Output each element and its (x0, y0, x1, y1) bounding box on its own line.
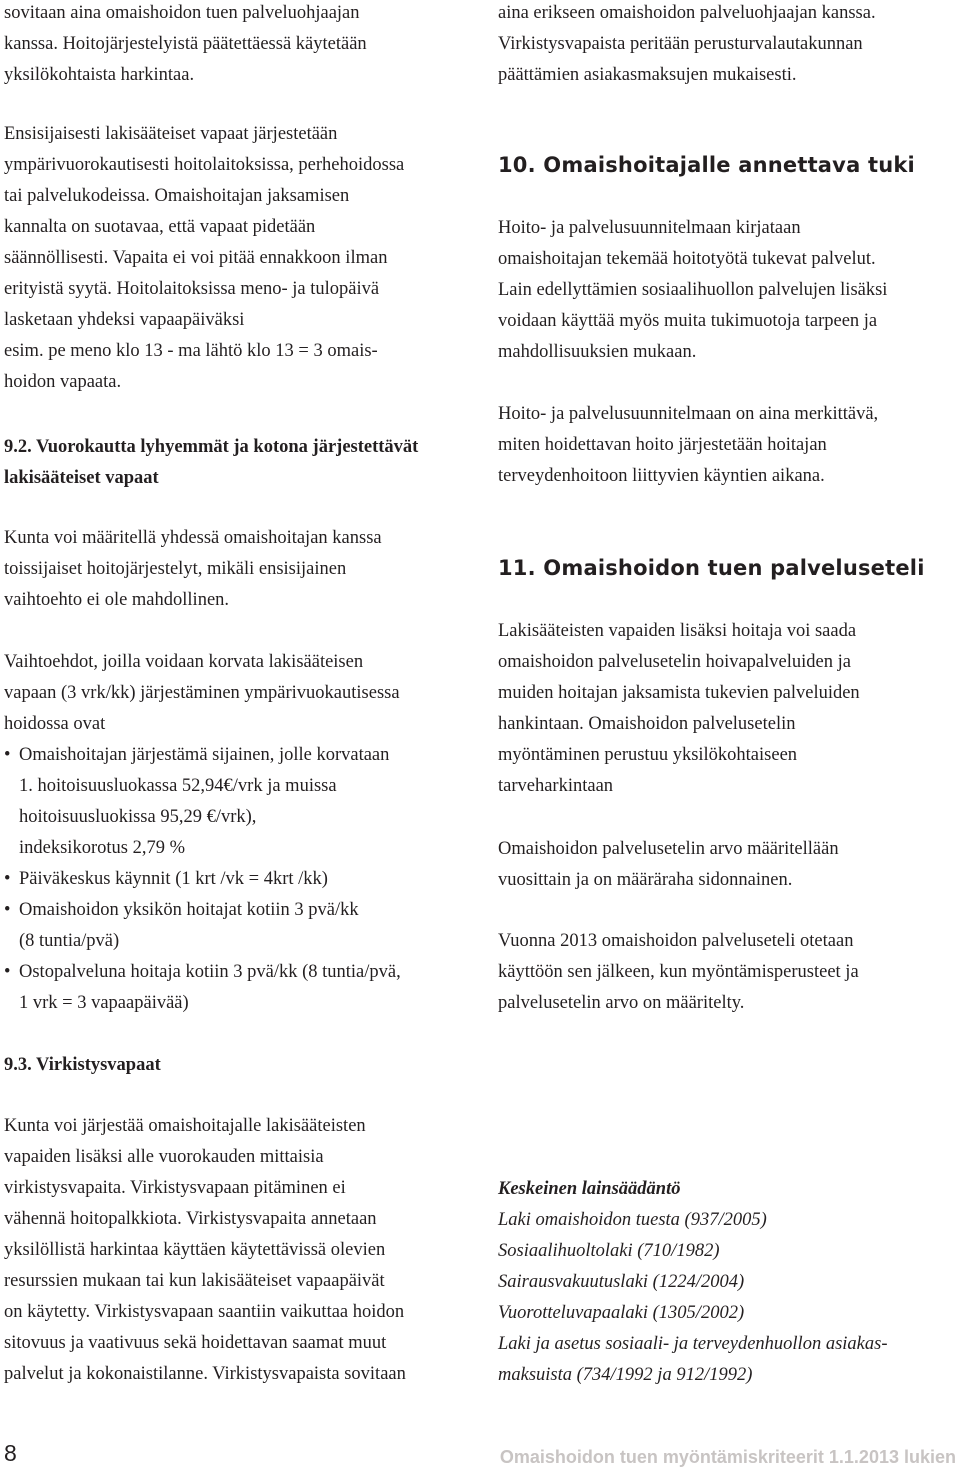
running-footer-title: Omaishoidon tuen myöntämiskriteerit 1.1.2013 lukien (499, 1447, 956, 1467)
text-line: mahdollisuuksien mukaan. (498, 342, 697, 362)
text-line: aina erikseen omaishoidon palveluohjaajan kanssa. (498, 3, 876, 23)
law-item: Sosiaalihuoltolaki (710/1982) (498, 1241, 720, 1261)
text-line: hankintaan. Omaishoidon palvelusetelin (498, 714, 796, 734)
legislation-title: Keskeinen lainsäädäntö (498, 1179, 681, 1199)
text-line: vapaan (3 vrk/kk) järjestäminen ympärivuokautisessa (4, 683, 400, 703)
text-line: tai palvelukodeissa. Omaishoitajan jaksamisen (4, 186, 350, 206)
bullet-icon: • (4, 745, 11, 765)
left-paragraph-virkistys (4, 1111, 466, 1390)
text-line: sitovuus ja vaativuus sekä hoidettavan saamat muut (4, 1333, 387, 1353)
section-heading-9-3 (4, 1050, 466, 1081)
text-line: voidaan käyttää myös muita tukimuotoja tarpeen ja (498, 311, 878, 331)
text-line: Virkistysvapaista peritään perusturvalautakunnan (498, 34, 863, 54)
heading-line: 11. Omaishoidon tuen palveluseteli (498, 556, 925, 580)
text-line: vuosittain ja on määräraha sidonnainen. (498, 870, 793, 890)
legislation-block (498, 1174, 953, 1391)
text-line: 1. hoitoisuusluokassa 52,94€/vrk ja muissa (19, 776, 337, 796)
bullet-icon: • (4, 962, 11, 982)
right-paragraph-palveluseteli (498, 616, 953, 802)
text-line: päättämien asiakasmaksujen mukaisesti. (498, 65, 797, 85)
text-line: omaishoitajan tekemää hoitotyötä tukevat palvelut. (498, 249, 876, 269)
text-line: yksilökohtaista harkintaa. (4, 65, 195, 85)
text-line: Lain edellyttämien sosiaalihuollon palvelujen lisäksi (498, 280, 888, 300)
text-line: palvelusetelin arvo on määritelty. (498, 993, 745, 1013)
text-line: Kunta voi järjestää omaishoitajalle lakisääteisten (4, 1116, 366, 1136)
left-paragraph-vaihtoehdot (4, 647, 466, 1019)
text-line: tarveharkintaan (498, 776, 614, 796)
law-item: Laki omaishoidon tuesta (937/2005) (498, 1210, 767, 1230)
text-line: Omaishoidon palvelusetelin arvo määritellään (498, 839, 839, 859)
bullet-icon: • (4, 869, 11, 889)
heading-line: 9.3. Virkistysvapaat (4, 1055, 161, 1075)
text-line: Omaishoitajan järjestämä sijainen, jolle korvataan (19, 745, 390, 765)
text-line: 1 vrk = 3 vapaapäivää) (19, 993, 189, 1013)
text-line: käyttöön sen jälkeen, kun myöntämisperusteet ja (498, 962, 859, 982)
section-heading-11 (498, 553, 958, 584)
page-number: 8 (4, 1440, 17, 1466)
left-paragraph-vapaat (4, 119, 466, 398)
alternatives-list (4, 740, 466, 1019)
section-heading-10 (498, 150, 958, 181)
text-line: omaishoidon palvelusetelin hoivapalveluiden ja (498, 652, 851, 672)
text-line: indeksikorotus 2,79 % (19, 838, 185, 858)
law-item: Vuorotteluvapaalaki (1305/2002) (498, 1303, 745, 1323)
law-item: Laki ja asetus sosiaali- ja terveydenhuollon asiakas- (498, 1334, 888, 1354)
text-line: (8 tuntia/pvä) (19, 931, 120, 951)
text-line: hoidon vapaata. (4, 372, 122, 392)
text-line: vaihtoehto ei ole mahdollinen. (4, 590, 230, 610)
text-line: palvelut ja kokonaistilanne. Virkistysvapaista sovitaan (4, 1364, 406, 1384)
text-line: vähennä hoitopalkkiota. Virkistysvapaita annetaan (4, 1209, 377, 1229)
heading-line: 9.2. Vuorokautta lyhyemmät ja kotona järjestettävät (4, 437, 419, 457)
heading-line: lakisääteiset vapaat (4, 468, 159, 488)
right-paragraph-suunnitelma (498, 399, 953, 492)
text-line: vapaiden lisäksi alle vuorokauden mittaisia (4, 1147, 324, 1167)
right-intro (498, 0, 953, 91)
text-line: ympärivuorokautisesti hoitolaitoksissa, perhehoidossa (4, 155, 405, 175)
right-paragraph-arvo (498, 834, 953, 896)
text-line: Kunta voi määritellä yhdessä omaishoitajan kanssa (4, 528, 382, 548)
text-line: hoitoisuusluokissa 95,29 €/vrk), (19, 807, 257, 827)
text-line: lasketaan yhdeksi vapaapäiväksi (4, 310, 245, 330)
text-line: sovitaan aina omaishoidon tuen palveluohjaajan (4, 3, 360, 23)
right-paragraph-vuonna-2013 (498, 926, 953, 1019)
text-line: kannalta on suotavaa, että vapaat pidetään (4, 217, 316, 237)
text-line: Hoito- ja palvelusuunnitelmaan on aina merkittävä, (498, 404, 879, 424)
section-heading-9-2 (4, 432, 466, 494)
list-item (4, 740, 466, 864)
text-line: Vuonna 2013 omaishoidon palveluseteli otetaan (498, 931, 854, 951)
text-line: miten hoidettavan hoito järjestetään hoitajan (498, 435, 827, 455)
list-item (4, 895, 466, 957)
text-line: on käytetty. Virkistysvapaan saantiin vaikuttaa hoidon (4, 1302, 405, 1322)
text-line: Ensisijaisesti lakisääteiset vapaat järjestetään (4, 124, 338, 144)
text-line: terveydenhoitoon liittyvien käyntien aikana. (498, 466, 825, 486)
text-line: Lakisääteisten vapaiden lisäksi hoitaja voi saada (498, 621, 857, 641)
text-line: Vaihtoehdot, joilla voidaan korvata lakisääteisen (4, 652, 364, 672)
text-line: esim. pe meno klo 13 - ma lähtö klo 13 = 3 omais- (4, 341, 378, 361)
bullet-icon: • (4, 900, 11, 920)
text-line: Hoito- ja palvelusuunnitelmaan kirjataan (498, 218, 801, 238)
text-line: toissijaiset hoitojärjestelyt, mikäli ensisijainen (4, 559, 347, 579)
list-item (4, 957, 466, 1019)
right-paragraph-tuki (498, 213, 953, 368)
text-line: Ostopalveluna hoitaja kotiin 3 pvä/kk (8 tuntia/pvä, (19, 962, 401, 982)
text-line: erityistä syytä. Hoitolaitoksissa meno- ja tulopäivä (4, 279, 380, 299)
text-line: hoidossa ovat (4, 714, 106, 734)
heading-line: 10. Omaishoitajalle annettava tuki (498, 153, 915, 177)
text-line: kanssa. Hoitojärjestelyistä päätettäessä käytetään (4, 34, 367, 54)
text-line: Omaishoidon yksikön hoitajat kotiin 3 pvä/kk (19, 900, 359, 920)
text-line: myöntäminen perustuu yksilökohtaiseen (498, 745, 798, 765)
law-item: Sairausvakuutuslaki (1224/2004) (498, 1272, 745, 1292)
text-line: säännöllisesti. Vapaita ei voi pitää ennakkoon ilman (4, 248, 388, 268)
law-item: maksuista (734/1992 ja 912/1992) (498, 1365, 753, 1385)
text-line: resurssien mukaan tai kun lakisääteiset vapaapäivät (4, 1271, 385, 1291)
list-item (4, 864, 466, 895)
text-line: Päiväkeskus käynnit (1 krt /vk = 4krt /kk) (19, 869, 328, 889)
text-line: virkistysvapaita. Virkistysvapaan pitäminen ei (4, 1178, 346, 1198)
left-intro (4, 0, 466, 91)
left-paragraph-kunta (4, 523, 466, 616)
text-line: yksilöllistä harkintaa käyttäen käytettävissä olevien (4, 1240, 386, 1260)
text-line: muiden hoitajan jaksamista tukevien palveluiden (498, 683, 860, 703)
